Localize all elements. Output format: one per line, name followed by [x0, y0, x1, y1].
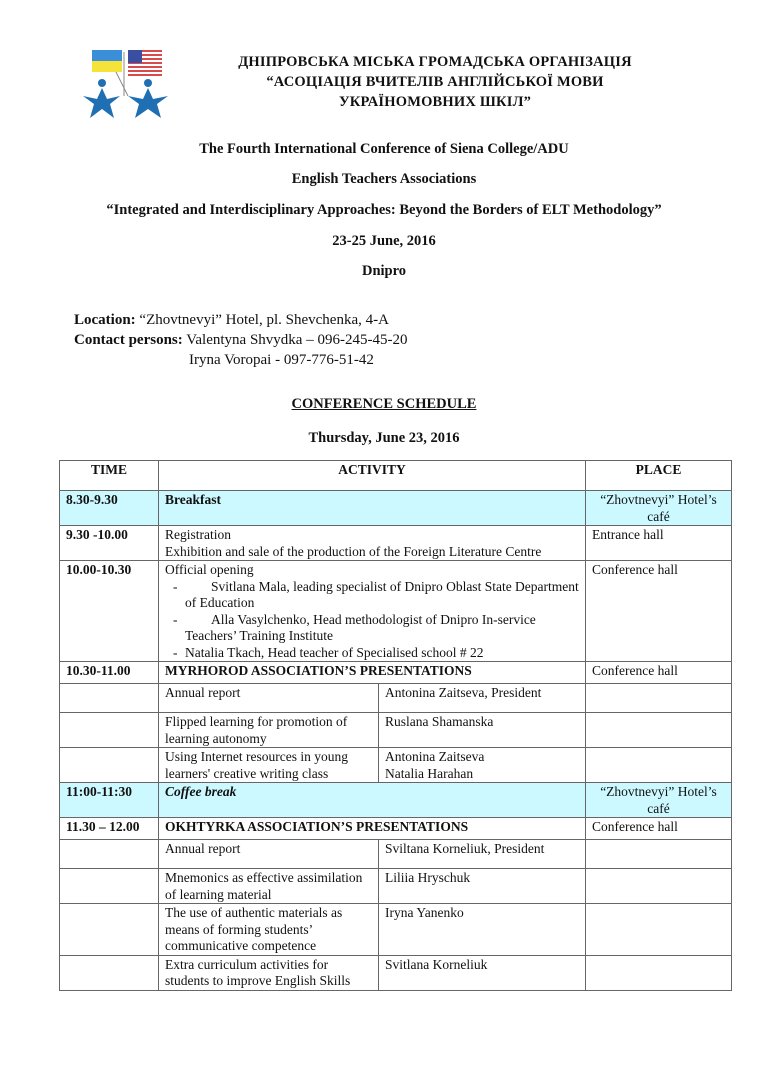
place-cell: Entrance hall: [586, 526, 732, 561]
place-cell: “Zhovtnevyi” Hotel’s café: [586, 783, 732, 818]
table-row: [60, 526, 732, 561]
time-cell: 10.00-10.30: [60, 561, 159, 662]
place-cell: Conference hall: [586, 818, 732, 840]
topic-cell: Flipped learning for promotion of learning autonomy: [159, 713, 379, 748]
table-row: [60, 748, 732, 783]
table-row: [60, 869, 732, 904]
topic-cell: Using Internet resources in young learners' creative writing class: [159, 748, 379, 783]
table-row: [60, 840, 732, 869]
location-value: “Zhovtnevyi” Hotel, pl. Shevchenka, 4-A: [135, 312, 389, 328]
speaker-item: - Svitlana Mala, leading specialist of Dnipro Oblast State Department of Education: [173, 578, 579, 610]
contact-label: Contact persons:: [74, 332, 183, 348]
table-row: [60, 491, 732, 526]
topic-cell: The use of authentic materials as means of forming students’ communicative competence: [159, 904, 379, 956]
time-cell: 11:00-11:30: [60, 783, 159, 818]
location-label: Location:: [74, 312, 136, 328]
org-line-2: “АСОЦІАЦІЯ ВЧИТЕЛІВ АНГЛІЙСЬКОЇ МОВИ: [266, 74, 604, 90]
time-cell: 9.30 -10.00: [60, 526, 159, 561]
place-cell: “Zhovtnevyi” Hotel’s café: [586, 491, 732, 526]
topic-cell: Mnemonics as effective assimilation of learning material: [159, 869, 379, 904]
activity-cell: [159, 526, 586, 561]
activity-cell: Breakfast: [159, 491, 586, 526]
contact-1: Valentyna Shvydka – 096-245-45-20: [182, 332, 408, 348]
topic-cell: Annual report: [159, 684, 379, 713]
time-cell: 11.30 – 12.00: [60, 818, 159, 840]
column-header-activity: ACTIVITY: [159, 461, 586, 491]
conference-theme: “Integrated and Interdisciplinary Approaches: Beyond the Borders of ELT Methodology”: [106, 202, 662, 218]
table-header-row: [60, 461, 732, 491]
table-row: [60, 955, 732, 990]
topic-cell: Extra curriculum activities for students to improve English Skills: [159, 955, 379, 990]
activity-cell: [159, 561, 586, 662]
organization-name: [200, 52, 670, 112]
conference-city: Dnipro: [361, 263, 407, 279]
speaker-cell: Antonina Zaitseva Natalia Harahan: [379, 748, 586, 783]
association-logo: [78, 44, 174, 120]
schedule-table: [59, 460, 732, 991]
activity-line: Registration: [165, 527, 231, 542]
topic-cell: Annual report: [159, 840, 379, 869]
location-line: [74, 310, 407, 330]
speaker-cell: Liliia Hryschuk: [379, 869, 586, 904]
activity-cell: OKHTYRKA ASSOCIATION’S PRESENTATIONS: [159, 818, 586, 840]
speaker-cell: Ruslana Shamanska: [379, 713, 586, 748]
speaker-cell: Sviltana Korneliuk, President: [379, 840, 586, 869]
speaker-cell: Svitlana Korneliuk: [379, 955, 586, 990]
location-contacts: [74, 310, 407, 370]
table-row: [60, 662, 732, 684]
speaker-item: - Natalia Tkach, Head teacher of Specialised school # 22: [173, 644, 484, 660]
speaker-cell: Antonina Zaitseva, President: [379, 684, 586, 713]
ukraine-usa-flags-stars-logo-icon: [78, 44, 174, 120]
activity-line: Exhibition and sale of the production of the Foreign Literature Centre: [165, 543, 542, 559]
speaker-cell: Iryna Yanenko: [379, 904, 586, 956]
activity-line: Official opening: [165, 562, 254, 577]
table-row: [60, 818, 732, 840]
conference-title: The Fourth International Conference of Siena College/ADU: [199, 141, 569, 157]
table-row: [60, 904, 732, 956]
schedule-day: Thursday, June 23, 2016: [308, 430, 460, 446]
table-row: [60, 783, 732, 818]
conference-dates: 23-25 June, 2016: [332, 233, 436, 249]
place-cell: Conference hall: [586, 662, 732, 684]
activity-cell: MYRHOROD ASSOCIATION’S PRESENTATIONS: [159, 662, 586, 684]
schedule-title: CONFERENCE SCHEDULE: [291, 396, 477, 412]
contact-line: [74, 330, 407, 350]
contact-2: Iryna Voropai - 097-776-51-42: [189, 352, 374, 368]
time-cell: 10.30-11.00: [60, 662, 159, 684]
conference-subtitle: English Teachers Associations: [291, 171, 477, 187]
table-row: [60, 713, 732, 748]
org-line-3: УКРАЇНОМОВНИХ ШКІЛ”: [338, 94, 532, 110]
org-line-1: ДНІПРОВСЬКА МІСЬКА ГРОМАДСЬКА ОРГАНІЗАЦІЯ: [238, 54, 632, 70]
table-row: [60, 561, 732, 662]
column-header-place: PLACE: [586, 461, 732, 491]
table-row: [60, 684, 732, 713]
column-header-time: TIME: [60, 461, 159, 491]
time-cell: 8.30-9.30: [60, 491, 159, 526]
speaker-item: - Alla Vasylchenko, Head methodologist of Dnipro In-service Teachers’ Training Institute: [173, 611, 536, 643]
activity-cell: Coffee break: [159, 783, 586, 818]
place-cell: Conference hall: [586, 561, 732, 662]
